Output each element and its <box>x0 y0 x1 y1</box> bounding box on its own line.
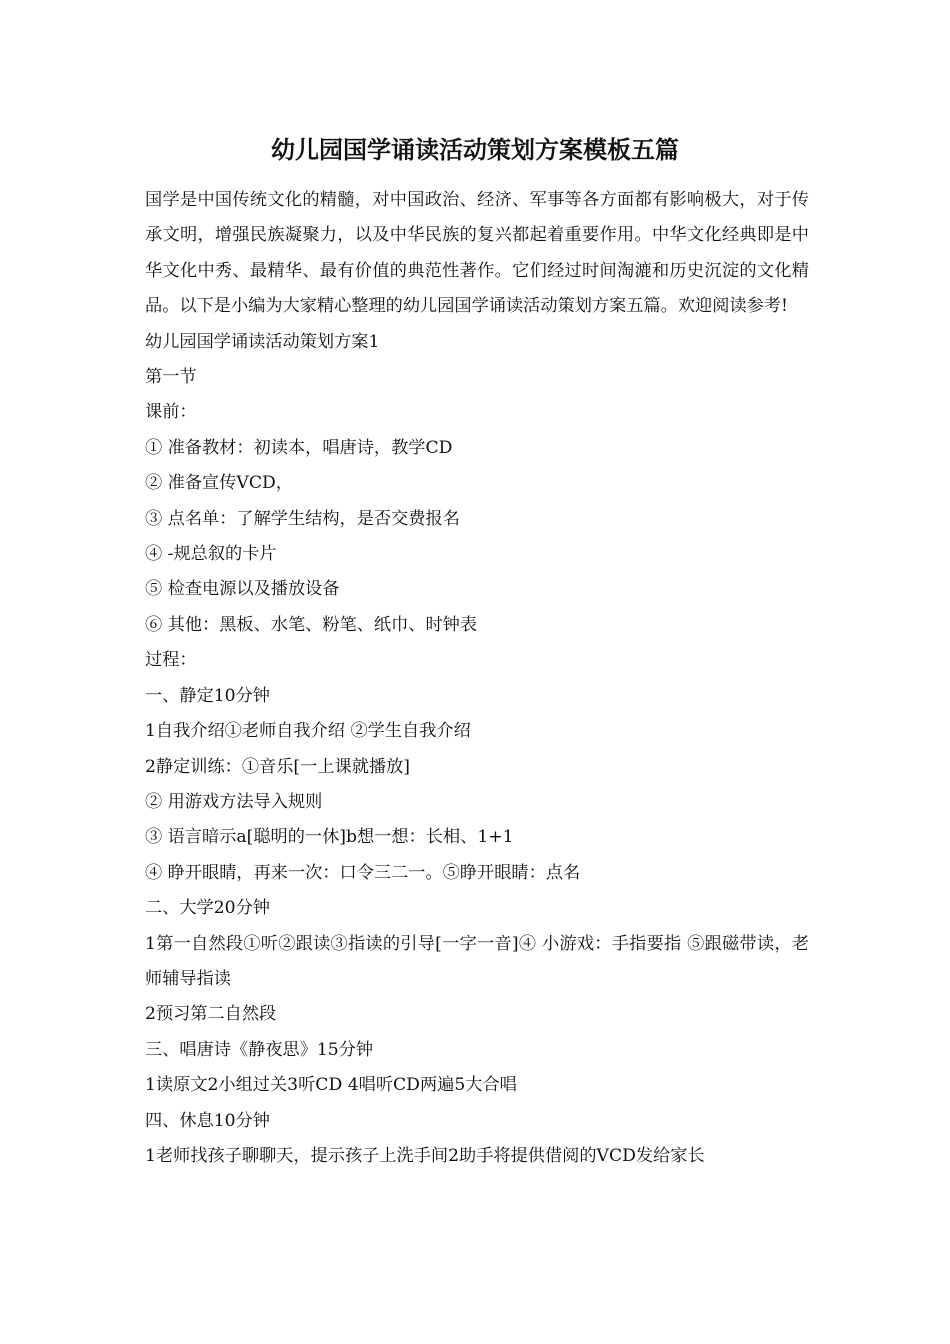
text-line: 2静定训练：①音乐[一上课就播放] <box>145 756 410 777</box>
text-paragraph: 1第一自然段①听②跟读③指读的引导[一字一音]④ 小游戏：手指要指 ⑤跟磁带读，老师辅导指读 <box>145 933 809 989</box>
text-line: 一、静定10分钟 <box>145 685 270 706</box>
text-line: 2预习第二自然段 <box>145 1004 277 1025</box>
text-line: 1读原文2小组过关3听CD 4唱听CD两遍5大合唱 <box>145 1075 517 1096</box>
section-heading: 幼儿园国学诵读活动策划方案1 <box>145 331 380 352</box>
list-item: ④ -规总叙的卡片 <box>145 544 277 565</box>
intro-paragraph: 国学是中国传统文化的精髓，对中国政治、经济、军事等各方面都有影响极大，对于传承文明，增强民族凝聚力，以及中华民族的复兴都起着重要作用。中华文化经典即是中华文化中秀、最精华、最有价值的典范性著作。它们经过时间淘漉和历史沉淀的文化精品。以下是小编为大家精心整理的幼儿园国学诵读活动策划方案五篇。欢迎阅读参考! <box>145 190 809 317</box>
list-item: ② 准备宣传VCD， <box>145 473 293 494</box>
text-line: 1老师找孩子聊聊天，提示孩子上洗手间2助手将提供借阅的VCD发给家长 <box>145 1145 705 1166</box>
text-line: ③ 语言暗示a[聪明的一休]b想一想：长相、1+1 <box>145 827 514 848</box>
text-line: 四、休息10分钟 <box>145 1110 270 1131</box>
text-line: ④ 睁开眼睛，再来一次：口令三二一。⑤睁开眼睛：点名 <box>145 862 581 883</box>
text-line: 第一节 <box>145 367 197 388</box>
text-line: 课前： <box>145 402 197 423</box>
list-item: ① 准备教材：初读本，唱唐诗，教学CD <box>145 437 453 458</box>
text-line: 二、大学20分钟 <box>145 898 270 919</box>
document-title: 幼儿园国学诵读活动策划方案模板五篇 <box>271 135 679 164</box>
document-body <box>145 183 809 1174</box>
text-line: 三、唱唐诗《静夜思》15分钟 <box>145 1039 374 1060</box>
list-item: ③ 点名单：了解学生结构，是否交费报名 <box>145 508 460 529</box>
list-item: ⑥ 其他：黑板、水笔、粉笔、纸巾、时钟表 <box>145 614 478 635</box>
text-line: 过程： <box>145 650 197 671</box>
list-item: ⑤ 检查电源以及播放设备 <box>145 579 340 600</box>
text-line: 1自我介绍①老师自我介绍 ②学生自我介绍 <box>145 721 471 742</box>
text-line: ② 用游戏方法导入规则 <box>145 791 323 812</box>
